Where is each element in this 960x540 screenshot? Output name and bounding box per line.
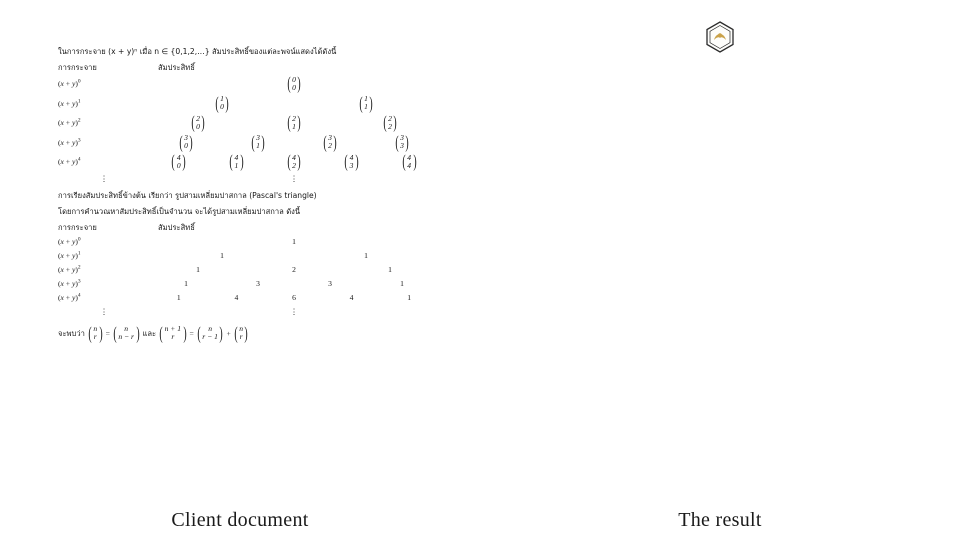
pascal-row <box>58 236 438 247</box>
expansion-row <box>58 131 438 152</box>
vdots-left: ⋮ <box>100 174 108 184</box>
pascal-value: 6 <box>292 293 296 303</box>
binomial-nr-2: ( n r ) <box>234 322 249 343</box>
binomial-coefficient: ( 2 0 ) <box>190 112 206 133</box>
binomial-coefficient: ( 3 1 ) <box>250 131 266 152</box>
caption-client-document: Client document <box>171 509 309 531</box>
binomial-coefficient: ( 3 0 ) <box>178 131 194 152</box>
pascal-expression: $(x + y)^2$ <box>58 264 81 275</box>
vdots-right: ⋮ <box>290 174 298 184</box>
pascal-values <box>150 278 438 289</box>
pascal-values <box>150 292 438 303</box>
header-coefficients: สัมประสิทธิ์ <box>158 63 195 72</box>
vertical-dots-row <box>58 306 438 317</box>
pascal-expression: $(x + y)^0$ <box>58 236 81 247</box>
pascal-value: 1 <box>400 279 404 289</box>
pascal-value: 4 <box>349 293 354 303</box>
pascal-value: 1 <box>388 265 392 275</box>
binomial-coefficient: ( 0 0 ) <box>286 73 302 94</box>
pascal-note-2: โดยการคำนวณหาสัมประสิทธิ์เป็นจำนวน จะได้รูปสามเหลี่ยมปาสกาล ดังนี้ <box>58 207 301 217</box>
pascal-expression: $(x + y)^4$ <box>58 292 81 303</box>
coefficient-cells <box>150 112 438 133</box>
coefficient-cells <box>150 151 438 172</box>
binomial-coefficient: ( 1 0 ) <box>214 92 230 113</box>
vertical-dots-row <box>58 173 438 184</box>
pascal-value: 3 <box>256 279 260 289</box>
binomial-nr: ( n r ) <box>88 322 103 343</box>
vdots-left: ⋮ <box>100 307 108 317</box>
pascal-value: 1 <box>196 265 200 275</box>
pascal-row <box>58 264 438 275</box>
binomial-coefficient: ( 4 1 ) <box>229 151 244 172</box>
binomial-coefficient: ( 1 1 ) <box>358 92 374 113</box>
caption-result: The result <box>678 509 762 531</box>
vdots-right: ⋮ <box>290 307 298 317</box>
pascal-values <box>150 264 438 275</box>
identity-line: จะพบว่า ( n r ) = ( n n − r ) และ ( n + 1 r ) = ( n r − 1 ) + ( n r ) <box>58 322 249 343</box>
pascal-table-header <box>58 222 438 233</box>
coefficient-cells <box>150 92 438 113</box>
expansion-expression: $(x + y)^0$ <box>58 78 81 89</box>
binomial-coefficient: ( 2 1 ) <box>286 112 302 133</box>
expansion-expression: $(x + y)^1$ <box>58 98 81 108</box>
expansion-expression: $(x + y)^3$ <box>58 137 81 147</box>
expansion-row <box>58 151 438 172</box>
hexagon-ornament-icon <box>700 20 740 54</box>
binomial-n-minus-r: ( n n − r ) <box>113 322 140 343</box>
pascal-value: 1 <box>292 237 296 247</box>
expansion-expression: $(x + y)^4$ <box>58 156 81 167</box>
expansion-row <box>58 112 438 133</box>
binomial-coefficient: ( 3 2 ) <box>322 131 338 152</box>
expansion-row <box>58 73 438 94</box>
pascal-expression: $(x + y)^3$ <box>58 278 81 289</box>
client-document-body <box>58 46 438 341</box>
binomial-coefficient: ( 4 3 ) <box>344 151 359 172</box>
coefficient-cells <box>150 131 438 152</box>
binomial-coefficient: ( 4 2 ) <box>286 151 301 172</box>
pascal-note-1: การเรียงสัมประสิทธิ์ข้างต้น เรียกว่า รูปสามเหลี่ยมปาสกาล (Pascal's triangle) <box>58 191 317 201</box>
binomial-n-plus-1: ( n + 1 r ) <box>159 322 187 343</box>
pascal-expression: $(x + y)^1$ <box>58 250 81 261</box>
binomial-coefficient: ( 4 0 ) <box>171 151 186 172</box>
pascal-value: 1 <box>220 251 224 261</box>
pascal-value: 1 <box>364 251 368 261</box>
pascal-value: 4 <box>234 293 239 303</box>
expansion-row <box>58 92 438 113</box>
header-coefficients: สัมประสิทธิ์ <box>158 223 195 233</box>
pascal-value: 2 <box>292 265 296 275</box>
expansion-expression: $(x + y)^2$ <box>58 117 81 128</box>
pascal-row <box>58 250 438 261</box>
header-expansion: การกระจาย <box>58 63 97 72</box>
pascal-value: 1 <box>176 293 181 303</box>
identity-and: และ <box>142 328 157 338</box>
header-expansion: การกระจาย <box>58 223 97 233</box>
pascal-value: 1 <box>184 279 188 289</box>
pascal-row <box>58 292 438 303</box>
binomial-coefficient: ( 2 2 ) <box>382 112 398 133</box>
coefficient-cells <box>150 73 438 94</box>
table-header <box>58 62 438 73</box>
pascal-value: 1 <box>407 293 412 303</box>
pascal-values <box>150 236 438 247</box>
pascal-values <box>150 250 438 261</box>
pascal-value: 3 <box>328 279 332 289</box>
binomial-coefficient: ( 3 3 ) <box>394 131 410 152</box>
binomial-r-minus-1: ( n r − 1 ) <box>197 322 224 343</box>
intro-paragraph: ในการกระจาย (x + y)ⁿ เมื่อ n ∈ {0,1,2,…} สัมประสิทธิ์ของแต่ละพจน์แสดงได้ดังนี้ <box>58 47 337 56</box>
identity-lead: จะพบว่า <box>58 328 85 338</box>
pascal-row <box>58 278 438 289</box>
binomial-coefficient: ( 4 4 ) <box>402 151 417 172</box>
result-document-panel <box>480 0 960 540</box>
